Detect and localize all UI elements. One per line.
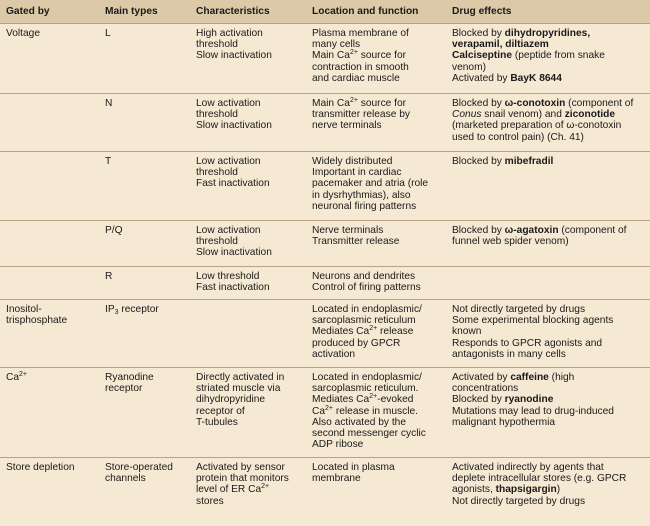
cell-main-type: $IP_3$ receptor: [105, 304, 159, 316]
cell-drug-effects: Blocked by dihydropyridines, verapamil, diltiazem Calciseptine (peptide from snake venom) Activated by BayK 8644: [452, 28, 605, 84]
table-row-ryanodine-receptor: [0, 367, 650, 458]
header-location-function: Location and function: [312, 6, 419, 17]
table-row-n-type: [0, 93, 650, 152]
cell-main-type: N: [105, 98, 113, 109]
cell-characteristics: Low activation threshold Fast inactivation: [196, 156, 270, 190]
header-drug-effects: Drug effects: [452, 6, 512, 17]
cell-drug-effects: Activated indirectly by agents that deplete intracellular stores (e.g. GPCR agonists, thapsigargin) Not directly targeted by drugs: [452, 462, 627, 507]
cell-drug-effects: Blocked by ω-conotoxin (component of Conus snail venom) and ziconotide (marketed preparation of ω-conotoxin used to control pain) (Ch. 41): [452, 98, 634, 143]
table-row-r-type: [0, 266, 650, 300]
cell-location-function: Widely distributed Important in cardiac pacemaker and atria (role in dysrhythmias), also neuronal firing patterns: [312, 156, 429, 212]
cell-gated-by: Store depletion: [6, 462, 75, 473]
cell-drug-effects: Blocked by ω-agatoxin (component of funnel web spider venom): [452, 225, 627, 248]
cell-characteristics: Activated by sensor protein that monitors level of ER $Ca^{2+}$ stores: [196, 462, 289, 507]
cell-location-function: Main $Ca^{2+}$ source for transmitter release by nerve terminals: [312, 97, 410, 132]
cell-main-type: P/Q: [105, 225, 123, 236]
table-row-pq-type: [0, 220, 650, 267]
cell-main-type: L: [105, 28, 111, 39]
cell-main-type: Ryanodine receptor: [105, 372, 154, 395]
cell-gated-by: $Ca^{2+}$: [6, 371, 28, 383]
cell-drug-effects: Not directly targeted by drugs Some experimental blocking agents known Responds to GPCR agonists and antagonists in many cells: [452, 304, 614, 360]
cell-characteristics: High activation threshold Slow inactivation: [196, 28, 272, 62]
cell-drug-effects: Activated by caffeine (high concentrations Blocked by ryanodine Mutations may lead to drug-induced malignant hypothermia: [452, 372, 614, 428]
cell-location-function: Neurons and dendrites Control of firing patterns: [312, 271, 421, 294]
cell-characteristics: Low threshold Fast inactivation: [196, 271, 270, 294]
header-main-types: Main types: [105, 6, 158, 17]
table-row-ip3-receptor: [0, 299, 650, 368]
cell-main-type: T: [105, 156, 112, 167]
cell-characteristics: Low activation threshold Slow inactivation: [196, 225, 272, 259]
cell-characteristics: Low activation threshold Slow inactivation: [196, 98, 272, 132]
cell-main-type: R: [105, 271, 113, 282]
cell-main-type: Store-operated channels: [105, 462, 173, 485]
table-row-l-type: [0, 23, 650, 94]
cell-location-function: Plasma membrane of many cells Main $Ca^{2+}$ source for contraction in smooth and cardiac muscle: [312, 28, 409, 84]
cell-gated-by: Inositol- trisphosphate: [6, 304, 68, 327]
cell-location-function: Located in endoplasmic/ sarcoplasmic reticulum Mediates $Ca^{2+}$ release produced by GPCR activation: [312, 304, 422, 360]
cell-characteristics: Directly activated in striated muscle via dihydropyridine receptor of T-tubules: [196, 372, 285, 428]
table-header: [0, 0, 650, 23]
header-characteristics: Characteristics: [196, 6, 270, 17]
cell-location-function: Located in plasma membrane: [312, 462, 395, 485]
table-row-t-type: [0, 151, 650, 221]
cell-location-function: Located in endoplasmic/ sarcoplasmic reticulum. Mediates $Ca^{2+}$-evoked $Ca^{2+}$ release in muscle. Also activated by the second messenger cyclic ADP ribose: [312, 372, 426, 451]
cell-location-function: Nerve terminals Transmitter release: [312, 225, 400, 248]
header-gated-by: Gated by: [6, 6, 50, 17]
cell-gated-by: Voltage: [6, 28, 40, 39]
table-row-store-operated-channels: [0, 457, 650, 526]
cell-drug-effects: Blocked by mibefradil: [452, 156, 554, 167]
